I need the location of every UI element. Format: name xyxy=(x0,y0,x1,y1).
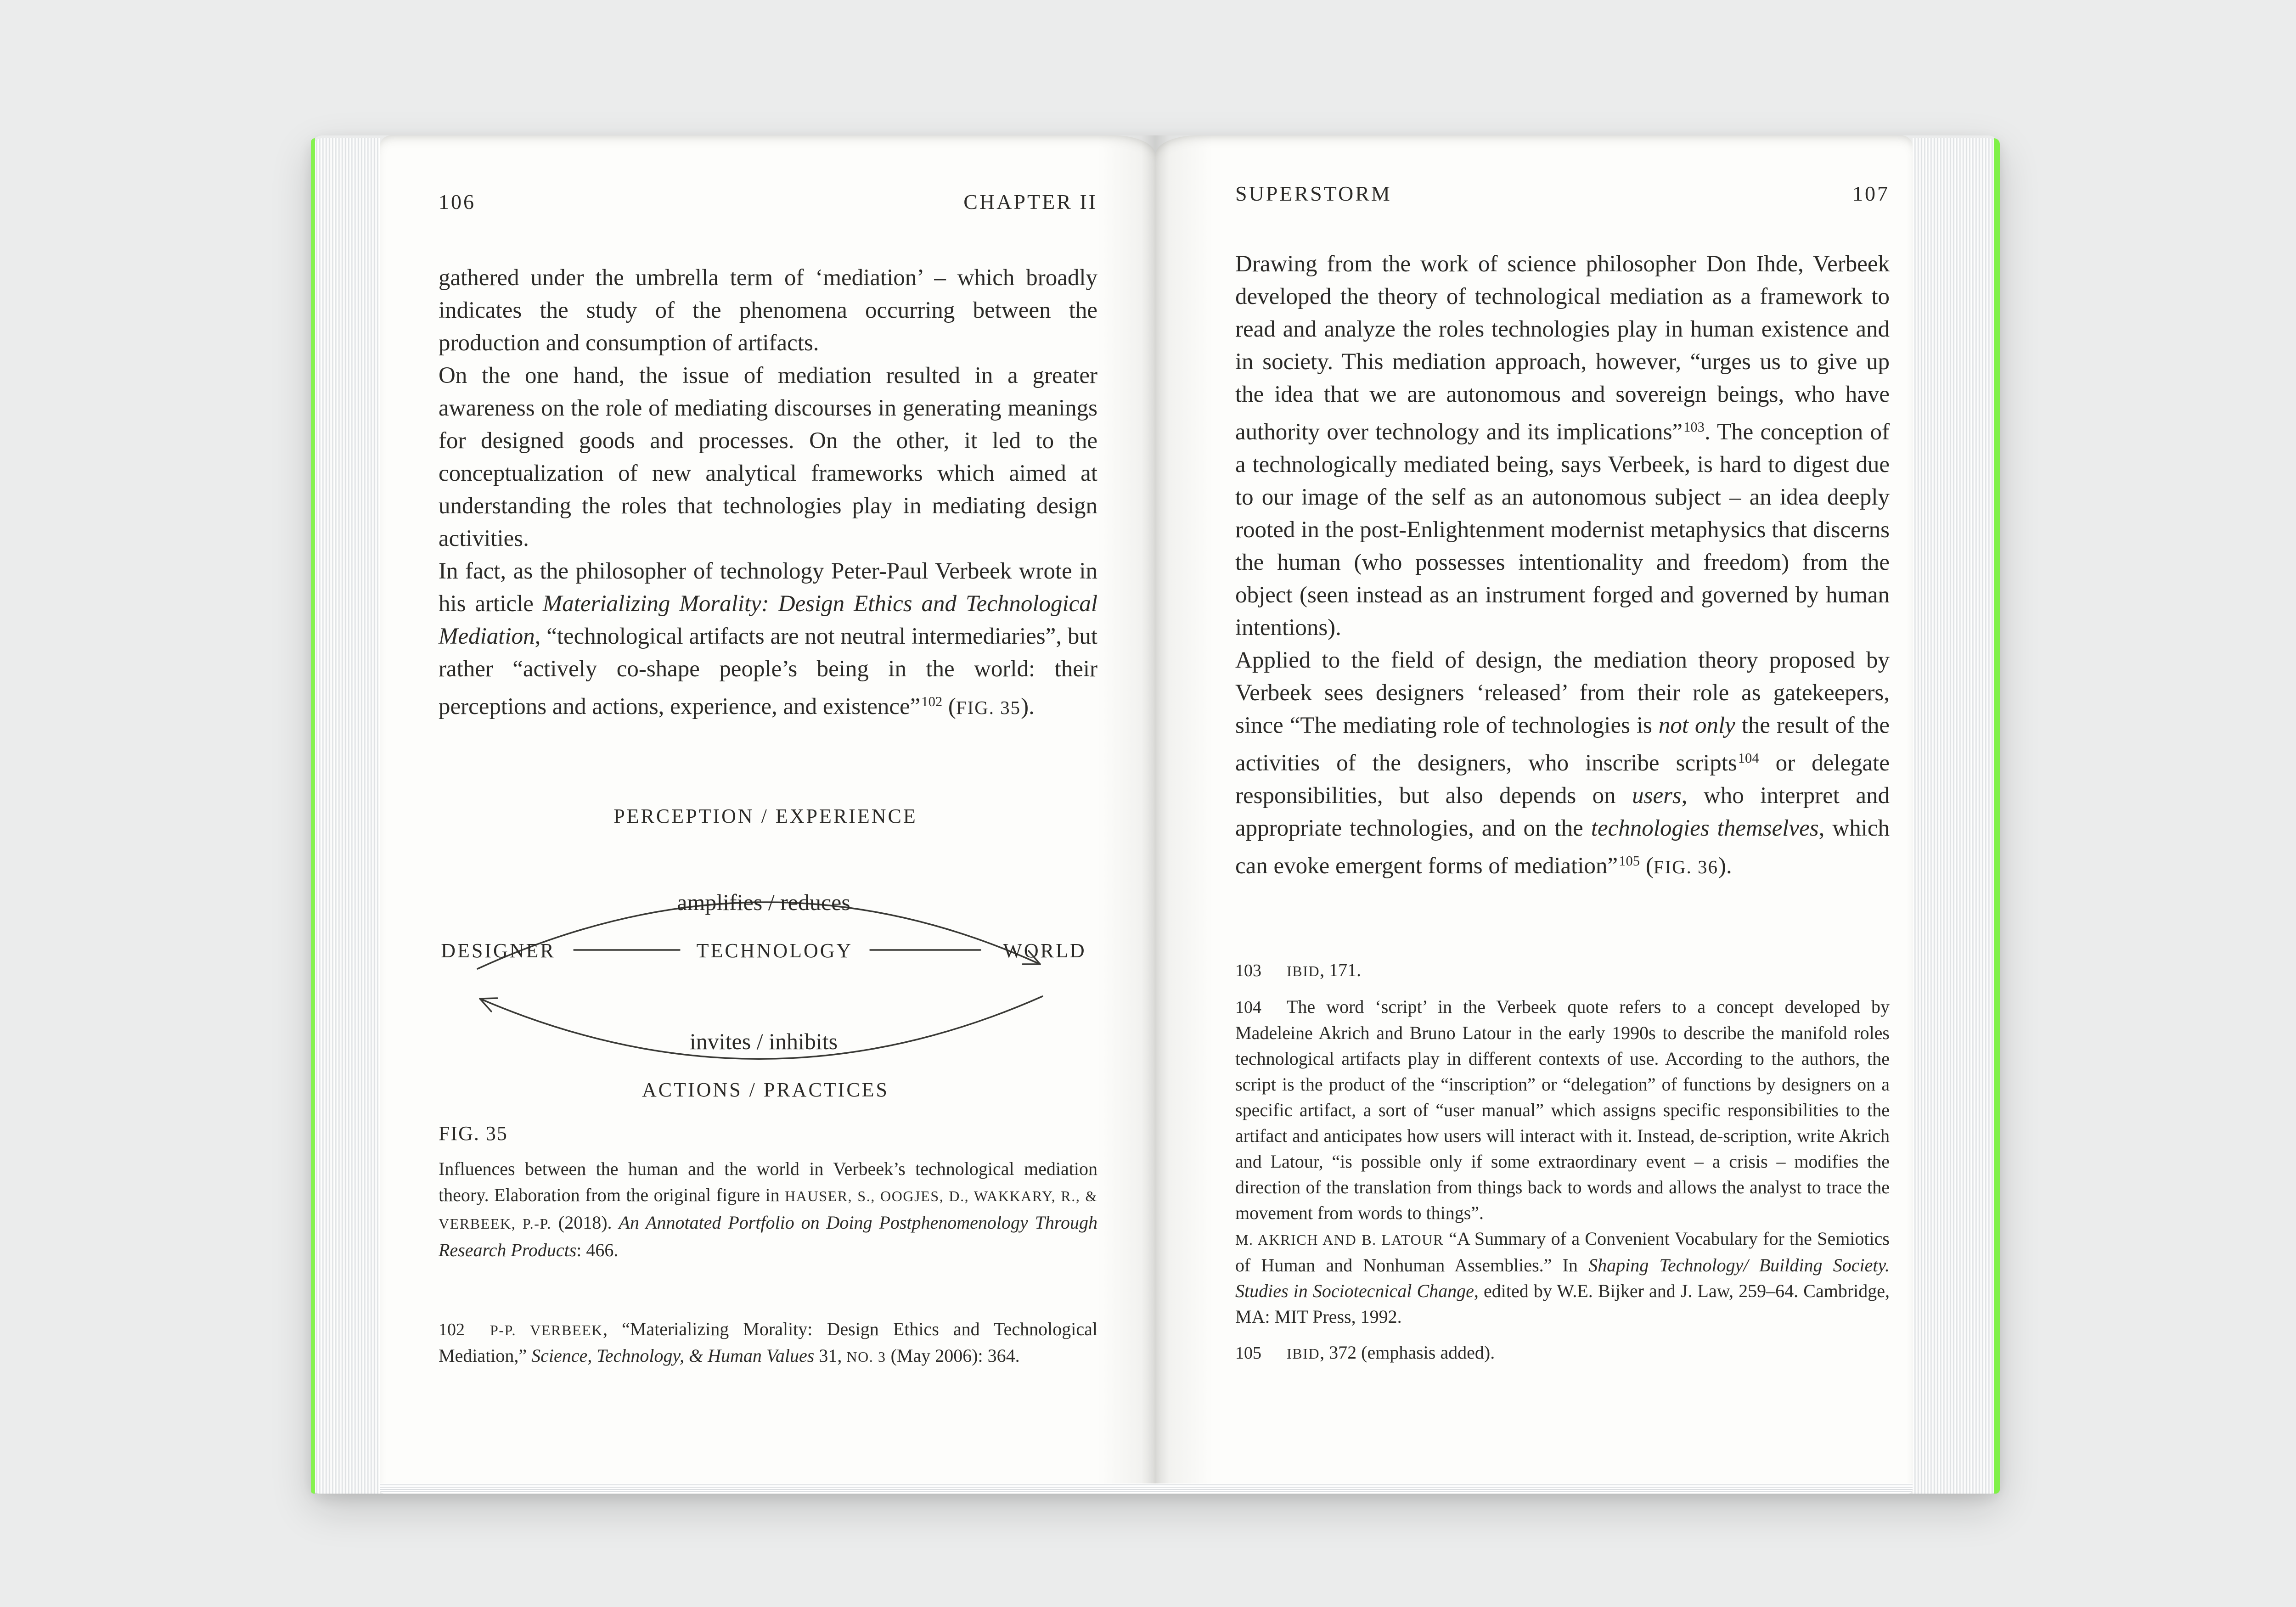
left-edge-green-strip xyxy=(311,138,315,1494)
left-paragraph-2: On the one hand, the issue of mediation resulted in a greater awareness on the role of mediating discourses in generating meanings for designed goods and processes. On the other, it led to the conceptualization of new analytical frameworks which aimed at understanding the roles that technologies play in mediating design activities. xyxy=(439,363,1097,551)
footnote-104-reference: M. AKRICH AND B. LATOUR “A Summary of a Convenient Vocabulary for the Semiotics of Human and Nonhuman Assemblies.” In Shaping Technology/ Building Society. Studies in Sociotecnical Change, edited by W.E. Bijker and J. Law, 259–64. Cambridge, MA: MIT Press, 1992. xyxy=(1235,1228,1890,1327)
open-book xyxy=(311,135,2000,1494)
right-body-text xyxy=(1235,248,1890,883)
mediation-theory-diagram xyxy=(434,799,1098,1104)
right-page-number: 107 xyxy=(1852,182,1890,205)
left-footnotes xyxy=(439,1316,1097,1370)
figure-bottom-label: ACTIONS / PRACTICES xyxy=(642,1079,889,1101)
right-paragraph-2: Applied to the field of design, the mediation theory proposed by Verbeek sees designers ‘released’ from their role as gatekeepers, since “The mediating role of technologies is not only the result of the activities of the designers, who inscribe scripts$^{104}$ or delegate responsibilities, but also depends on users, who interpret and appropriate technologies, and on the technologies themselves, which can evoke emergent forms of mediation”$^{105}$ (FIG. 36). xyxy=(1235,647,1890,879)
right-page-header xyxy=(1235,181,1890,206)
left-body-text xyxy=(439,262,1097,724)
footnote-103: 103 IBID, 171. xyxy=(1235,960,1362,980)
world-node: WORLD xyxy=(1003,939,1086,962)
designer-node: DESIGNER xyxy=(441,939,556,962)
right-running-head: SUPERSTORM xyxy=(1235,182,1392,205)
right-footnotes xyxy=(1235,957,1890,1366)
bottom-arc-label: invites / inhibits xyxy=(689,1028,838,1054)
left-paragraph-3: In fact, as the philosopher of technology Peter-Paul Verbeek wrote in his article Materializing Morality: Design Ethics and Technological Mediation, “technological artifacts are not neutral intermediaries”, but rather “actively co-shape people’s being in the world: their perceptions and actions, experience, and existence”$^{102}$ (FIG. 35). xyxy=(439,558,1097,719)
technology-node: TECHNOLOGY xyxy=(696,939,853,962)
left-paragraph-1: gathered under the umbrella term of ‘mediation’ – which broadly indicates the study of the phenomena occurring between the production and consumption of artifacts. xyxy=(439,265,1097,356)
right-fore-edge-page-stack xyxy=(1913,138,2000,1494)
left-page xyxy=(380,135,1155,1483)
figure-caption-text: Influences between the human and the world in Verbeek’s technological mediation theory. Elaboration from the original figure in HAUSER, S., OOGJES, D., WAKKARY, R., & VERBEEK, P.-P. (2018). An Annotated Portfolio on Doing Postphenomenology Through Research Products: 466. xyxy=(439,1158,1098,1260)
footnote-104: 104 The word ‘script’ in the Verbeek quote refers to a concept developed by Madeleine Akrich and Bruno Latour in the early 1990s to describe the manifold roles technological artifacts play in different contexts of use. According to the authors, the script is the product of the “inscription” or “delegation” of functions by designers on a specific artifact, a sort of “user manual” which assigns specific responsibilities to the artifact and anticipates how users will interact with it. Instead, de-scription, write Akrich and Latour, “is possible only if some extraordinary event – a crisis – modifies the direction of the translation from things back to words and allows the analyst to trace the movement from words to things”. xyxy=(1235,996,1890,1223)
footnote-102: 102 P-P. VERBEEK, “Materializing Morality: Design Ethics and Technological Mediation,” Science, Technology, & Human Values 31, NO. 3 (May 2006): 364. xyxy=(439,1319,1097,1366)
right-paragraph-1: Drawing from the work of science philosopher Don Ihde, Verbeek developed the theory of technological mediation as a framework to read and analyze the roles technologies play in human existence and in society. This mediation approach, however, “urges us to give up the idea that we are autonomous and sovereign beings, who have authority over technology and its implications”$^{103}$. The conception of a technologically mediated being, says Verbeek, is hard to digest due to our image of the self as an autonomous subject – an idea deeply rooted in the post-Enlightenment modernist metaphysics that discerns the human (who possesses intentionality and freedom) from the object (seen instead as an instrument forged and governed by human intentions). xyxy=(1235,251,1890,641)
footnote-105: 105 IBID, 372 (emphasis added). xyxy=(1235,1342,1495,1363)
left-running-head: CHAPTER II xyxy=(963,190,1097,214)
left-fore-edge-page-stack xyxy=(311,138,380,1494)
left-page-number: 106 xyxy=(439,190,476,214)
right-edge-green-strip xyxy=(1994,138,2000,1494)
figure-top-label: PERCEPTION / EXPERIENCE xyxy=(613,805,917,827)
top-arc-label: amplifies / reduces xyxy=(677,889,850,915)
right-page xyxy=(1155,135,1913,1483)
left-page-header xyxy=(439,190,1097,214)
figure-caption-number: FIG. 35 xyxy=(439,1122,508,1145)
